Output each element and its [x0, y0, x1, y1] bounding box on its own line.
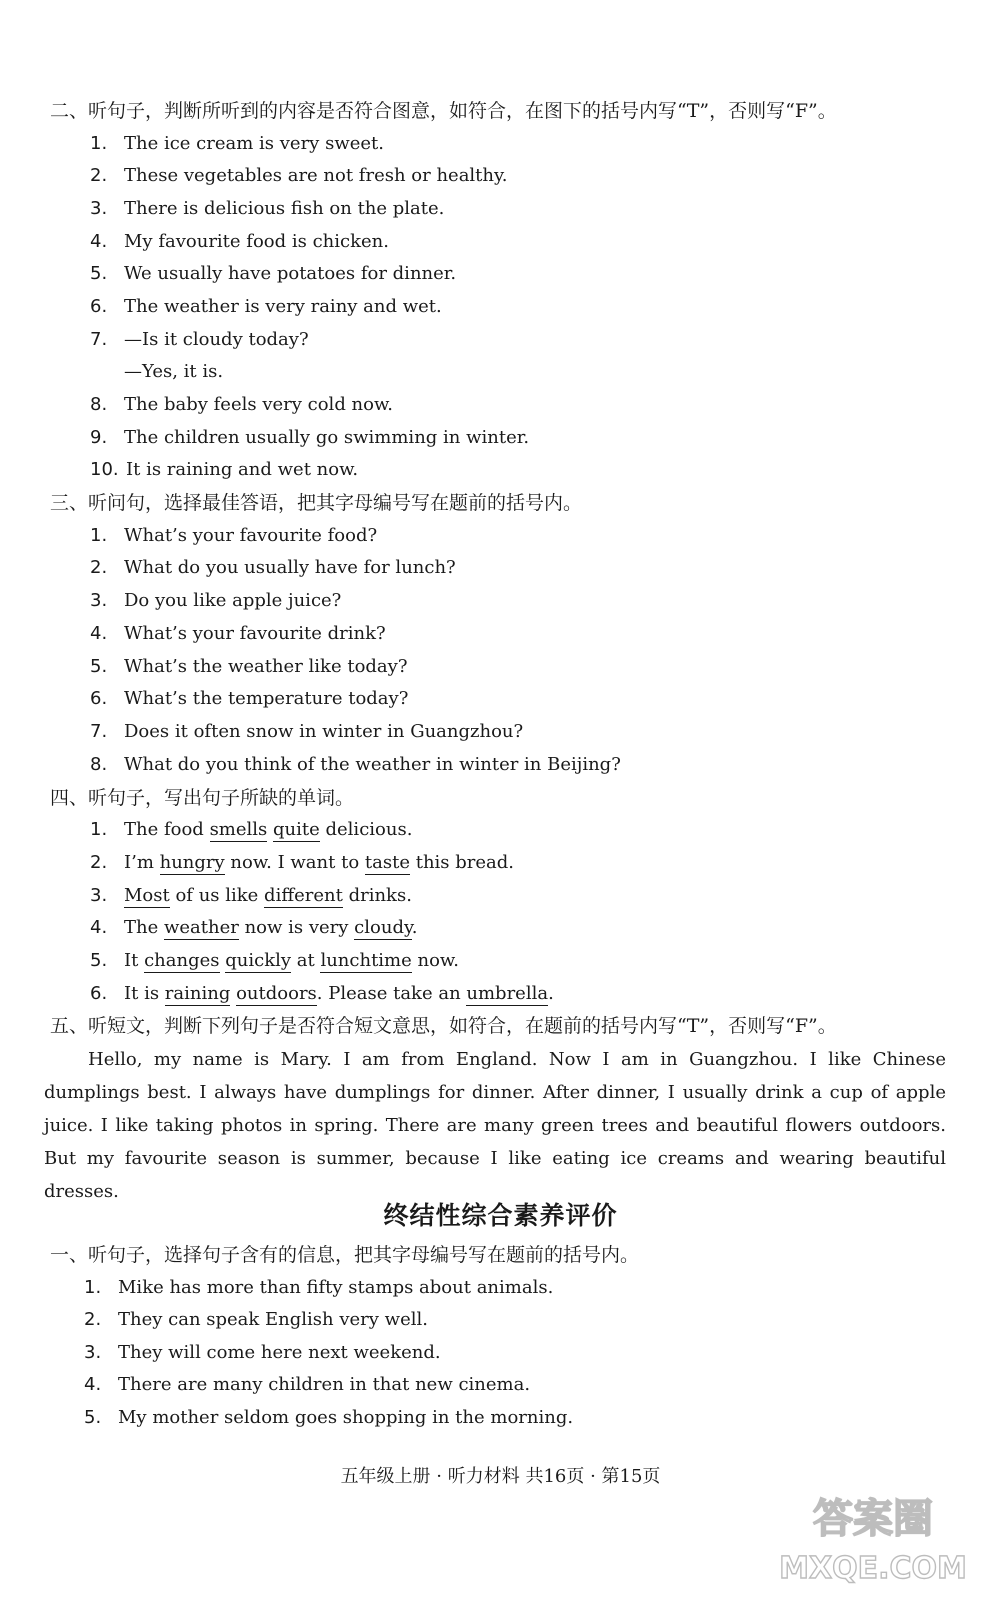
section2-item-7-answer: —Yes, it is.	[124, 361, 224, 382]
section4-item-3: 3. Most of us like different drinks.	[90, 885, 412, 906]
fill-in-answer: Most	[124, 885, 170, 906]
section2-item-7: 7. —Is it cloudy today?	[90, 329, 309, 350]
final-section1-heading: 一、听句子，选择句子含有的信息，把其字母编号写在题前的括号内。	[50, 1244, 640, 1266]
fill-in-answer: hungry	[159, 852, 225, 873]
listening-passage: Hello, my name is Mary. I am from England. Now I am in Guangzhou. I like Chinese dumplings best. I always have dumplings for dinner. After dinner, I usually drink a cup of apple juice. I like taking photos in spring. There are many green trees and beautiful flowers outdoors. But my favourite season is summer, because I like eating ice creams and wearing beautiful dresses.	[44, 1049, 946, 1202]
section4-heading: 四、听句子，写出句子所缺的单词。	[50, 787, 355, 809]
final-item-4: 4. There are many children in that new cinema.	[84, 1374, 531, 1395]
section3-item-4: 4. What’s your favourite drink?	[90, 623, 386, 644]
fill-in-answer: taste	[364, 852, 410, 873]
final-item-2: 2. They can speak English very well.	[84, 1309, 428, 1330]
fill-in-answer: quite	[273, 819, 320, 840]
section3-heading: 三、听问句，选择最佳答语，把其字母编号写在题前的括号内。	[50, 492, 583, 514]
section2-item-10: 10. It is raining and wet now.	[90, 459, 359, 480]
section2-item-3: 3. There is delicious fish on the plate.	[90, 198, 445, 219]
fill-in-answer: different	[264, 885, 343, 906]
fill-in-answer: weather	[163, 917, 239, 938]
section2-item-8: 8. The baby feels very cold now.	[90, 394, 393, 415]
section4-item-4: 4. The weather now is very cloudy.	[90, 917, 418, 938]
section4-item-6: 6. It is raining outdoors. Please take an umbrella.	[90, 983, 554, 1004]
fill-in-answer: raining	[164, 983, 231, 1004]
section4-item-5: 5. It changes quickly at lunchtime now.	[90, 950, 459, 971]
page-title: 终结性综合素养评价	[383, 1201, 618, 1230]
section2-item-2: 2. These vegetables are not fresh or healthy.	[90, 165, 508, 186]
section2-item-9: 9. The children usually go swimming in winter.	[90, 427, 530, 448]
page-footer: 五年级上册 · 听力材料 共16页 · 第15页	[340, 1466, 661, 1487]
fill-in-answer: changes	[144, 950, 220, 971]
section3-item-7: 7. Does it often snow in winter in Guangzhou?	[90, 721, 524, 742]
final-item-1: 1. Mike has more than fifty stamps about animals.	[84, 1277, 554, 1298]
section2-item-4: 4. My favourite food is chicken.	[90, 231, 389, 252]
section2-heading: 二、听句子，判断所听到的内容是否符合图意，如符合，在图下的括号内写“T”，否则写“F”。	[50, 100, 837, 122]
final-item-5: 5. My mother seldom goes shopping in the morning.	[84, 1407, 574, 1428]
watermark-logo	[773, 1488, 973, 1588]
section4-item-2: 2. I’m hungry now. I want to taste this bread.	[90, 852, 515, 873]
fill-in-answer: smells	[209, 819, 268, 840]
watermark-bottom-text: MXQE.COM	[779, 1551, 967, 1586]
section3-item-2: 2. What do you usually have for lunch?	[90, 557, 456, 578]
fill-in-answer: outdoors	[236, 983, 317, 1004]
fill-in-answer: cloudy	[354, 917, 412, 938]
final-item-3: 3. They will come here next weekend.	[84, 1342, 441, 1363]
section2-item-5: 5. We usually have potatoes for dinner.	[90, 263, 457, 284]
watermark-top-text: 答案圈	[813, 1496, 933, 1542]
section3-item-3: 3. Do you like apple juice?	[90, 590, 342, 611]
section4-item-1: 1. The food smells quite delicious.	[90, 819, 413, 840]
fill-in-answer: umbrella	[466, 983, 549, 1004]
section3-item-8: 8. What do you think of the weather in winter in Beijing?	[90, 754, 621, 775]
section2-item-1: 1. The ice cream is very sweet.	[90, 133, 384, 154]
fill-in-answer: lunchtime	[320, 950, 412, 971]
section2-item-6: 6. The weather is very rainy and wet.	[90, 296, 442, 317]
fill-in-answer: quickly	[225, 950, 292, 971]
section3-item-6: 6. What’s the temperature today?	[90, 688, 409, 709]
section3-item-5: 5. What’s the weather like today?	[90, 656, 408, 677]
section5-heading: 五、听短文，判断下列句子是否符合短文意思，如符合，在题前的括号内写“T”，否则写“F”。	[50, 1015, 837, 1037]
section3-item-1: 1. What’s your favourite food?	[90, 525, 378, 546]
